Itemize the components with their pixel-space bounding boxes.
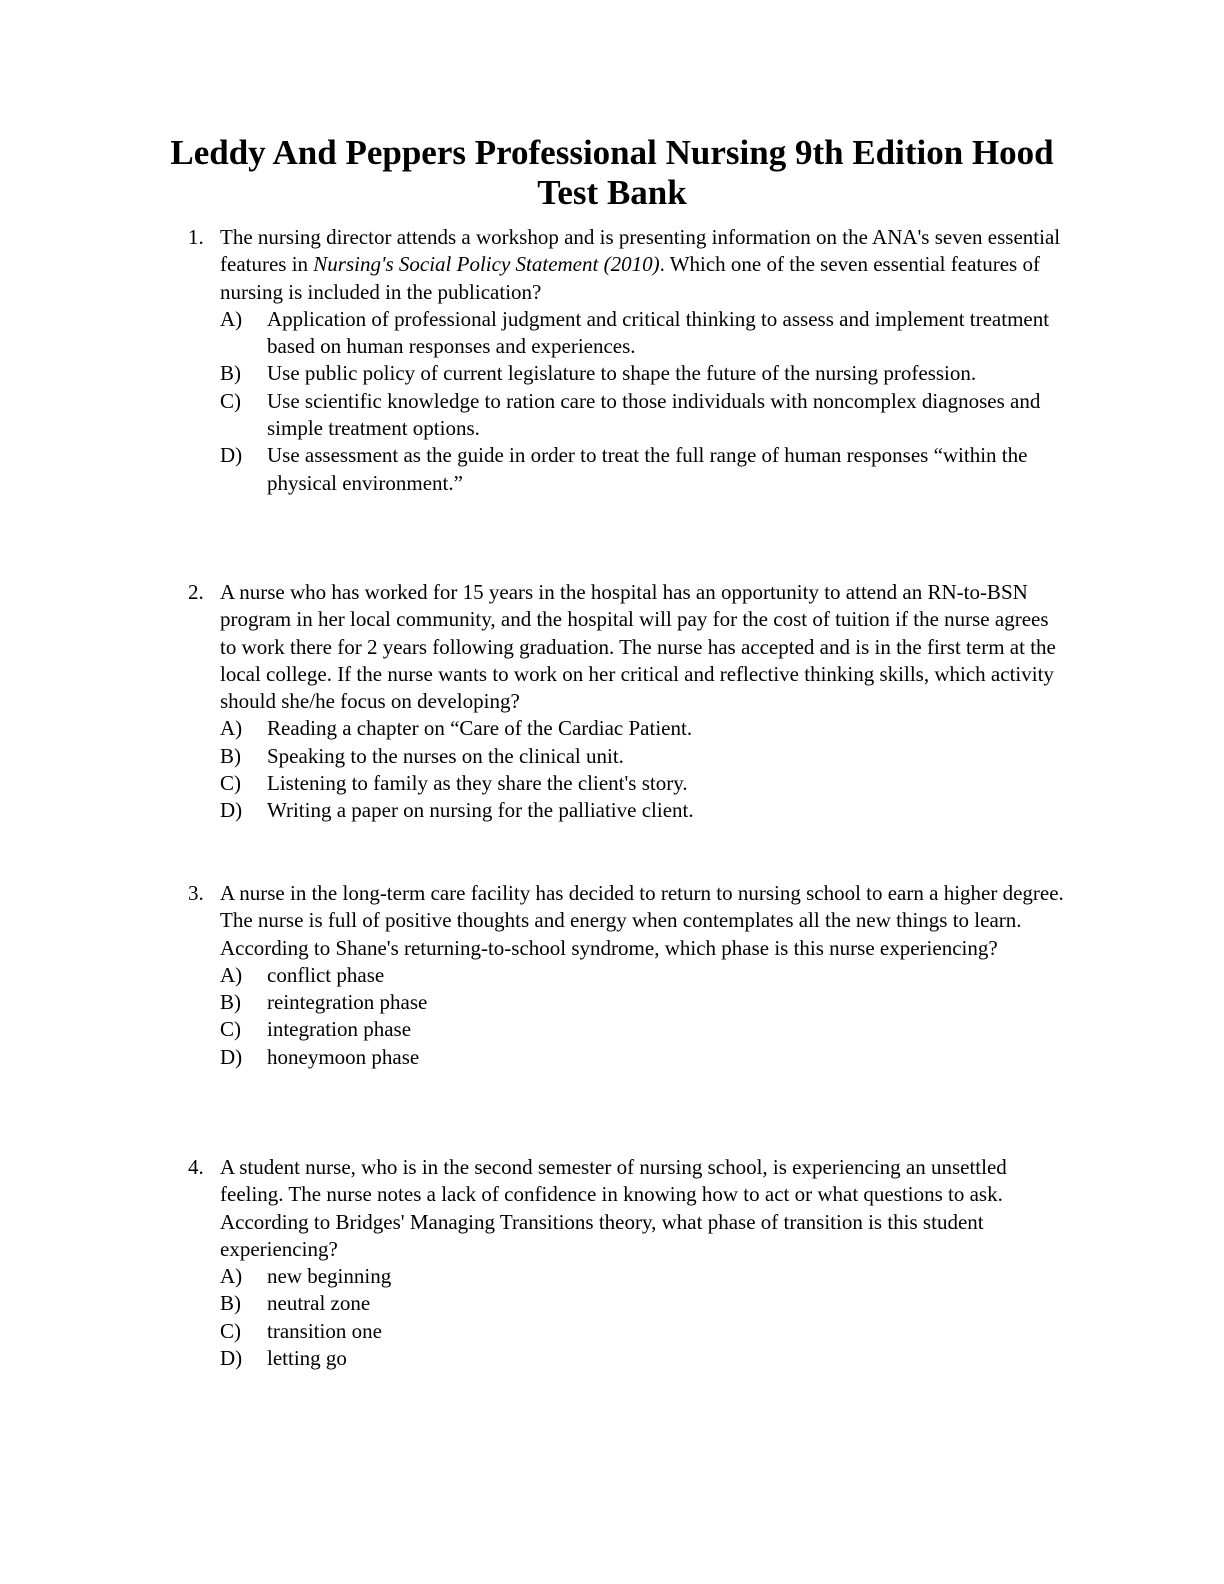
answer-option-c xyxy=(220,388,1068,443)
option-letter: C) xyxy=(220,1318,241,1343)
answer-option-d xyxy=(220,1044,1068,1071)
option-letter: A) xyxy=(220,1264,243,1289)
answer-option-a xyxy=(220,715,1068,742)
option-text: Speaking to the nurses on the clinical unit. xyxy=(267,743,624,768)
answer-option-b xyxy=(220,1290,1068,1317)
option-letter: A) xyxy=(220,716,243,741)
question-number: 4. xyxy=(188,1155,204,1179)
option-text: Writing a paper on nursing for the palliative client. xyxy=(267,798,694,823)
option-text: Reading a chapter on “Care of the Cardiac Patient. xyxy=(267,716,693,741)
stem-text: The nursing director attends a workshop and is presenting information on the ANA's seven essential features in xyxy=(220,225,1061,277)
option-text: Application of professional judgment and critical thinking to assess and implement treatment based on human responses and experiences. xyxy=(267,306,1050,359)
question-stem xyxy=(220,224,1068,306)
question-stem: A nurse in the long-term care facility has decided to return to nursing school to earn a higher degree. The nurse is full of positive thoughts and energy when contemplates all the new things to learn. According to Shane's returning-to-school syndrome, which phase is this nurse experiencing? xyxy=(220,881,1064,960)
answer-option-a xyxy=(220,962,1068,989)
answer-option-a xyxy=(220,306,1068,361)
stem-text: . Which one of the seven essential features of nursing is included in the publication? xyxy=(220,252,1040,304)
option-text: reintegration phase xyxy=(267,990,428,1015)
option-letter: B) xyxy=(220,361,241,386)
option-letter: C) xyxy=(220,771,241,796)
answer-option-d xyxy=(220,797,1068,824)
answer-option-c xyxy=(220,770,1068,797)
option-letter: A) xyxy=(220,962,243,987)
option-text: letting go xyxy=(267,1346,347,1371)
publication-title: Nursing's Social Policy Statement (2010) xyxy=(313,252,660,277)
answer-option-b xyxy=(220,743,1068,770)
answer-option-d xyxy=(220,442,1068,497)
answer-option-b xyxy=(220,989,1068,1016)
document-title xyxy=(0,133,1224,213)
option-letter: D) xyxy=(220,443,243,468)
option-letter: B) xyxy=(220,1291,241,1316)
option-letter: C) xyxy=(220,388,241,413)
question-number: 3. xyxy=(188,881,204,905)
option-letter: C) xyxy=(220,1017,241,1042)
question-1 xyxy=(188,224,1068,497)
option-text: transition one xyxy=(267,1318,382,1343)
question-stem: A nurse who has worked for 15 years in the hospital has an opportunity to attend an RN-to-BSN program in her local community, and the hospital will pay for the cost of tuition if the nurse agrees to work there for 2 years following graduation. The nurse has accepted and is in the first term at the local college. If the nurse wants to work on her critical and reflective thinking skills, which activity should she/he focus on developing? xyxy=(220,580,1056,714)
question-3 xyxy=(188,880,1068,1071)
title-line-2: Test Bank xyxy=(537,173,687,212)
option-letter: B) xyxy=(220,990,241,1015)
question-number: 2. xyxy=(188,580,204,604)
option-text: Listening to family as they share the client's story. xyxy=(267,771,688,796)
option-letter: D) xyxy=(220,798,243,823)
question-2 xyxy=(188,579,1068,825)
answer-option-a xyxy=(220,1263,1068,1290)
option-letter: D) xyxy=(220,1346,243,1371)
question-stem: A student nurse, who is in the second semester of nursing school, is experiencing an unsettled feeling. The nurse notes a lack of confidence in knowing how to act or what questions to ask. According to Bridges' Managing Transitions theory, what phase of transition is this student experiencing? xyxy=(220,1155,1007,1261)
option-letter: B) xyxy=(220,743,241,768)
title-line-1: Leddy And Peppers Professional Nursing 9th Edition Hood xyxy=(170,133,1054,172)
answer-option-b xyxy=(220,360,1068,387)
answer-option-c xyxy=(220,1016,1068,1043)
answer-option-d xyxy=(220,1345,1068,1372)
option-letter: A) xyxy=(220,306,243,331)
option-text: integration phase xyxy=(267,1017,412,1042)
option-text: neutral zone xyxy=(267,1291,371,1316)
option-letter: D) xyxy=(220,1044,243,1069)
answer-option-c xyxy=(220,1318,1068,1345)
question-number: 1. xyxy=(188,225,204,249)
option-text: honeymoon phase xyxy=(267,1044,420,1069)
option-text: Use assessment as the guide in order to treat the full range of human responses “within the physical environment.” xyxy=(267,443,1028,495)
option-text: conflict phase xyxy=(267,962,385,987)
option-text: Use scientific knowledge to ration care to those individuals with noncomplex diagnoses and simple treatment options. xyxy=(267,388,1041,441)
question-4 xyxy=(188,1154,1068,1372)
option-text: Use public policy of current legislature to shape the future of the nursing profession. xyxy=(267,361,977,386)
option-text: new beginning xyxy=(267,1264,392,1289)
